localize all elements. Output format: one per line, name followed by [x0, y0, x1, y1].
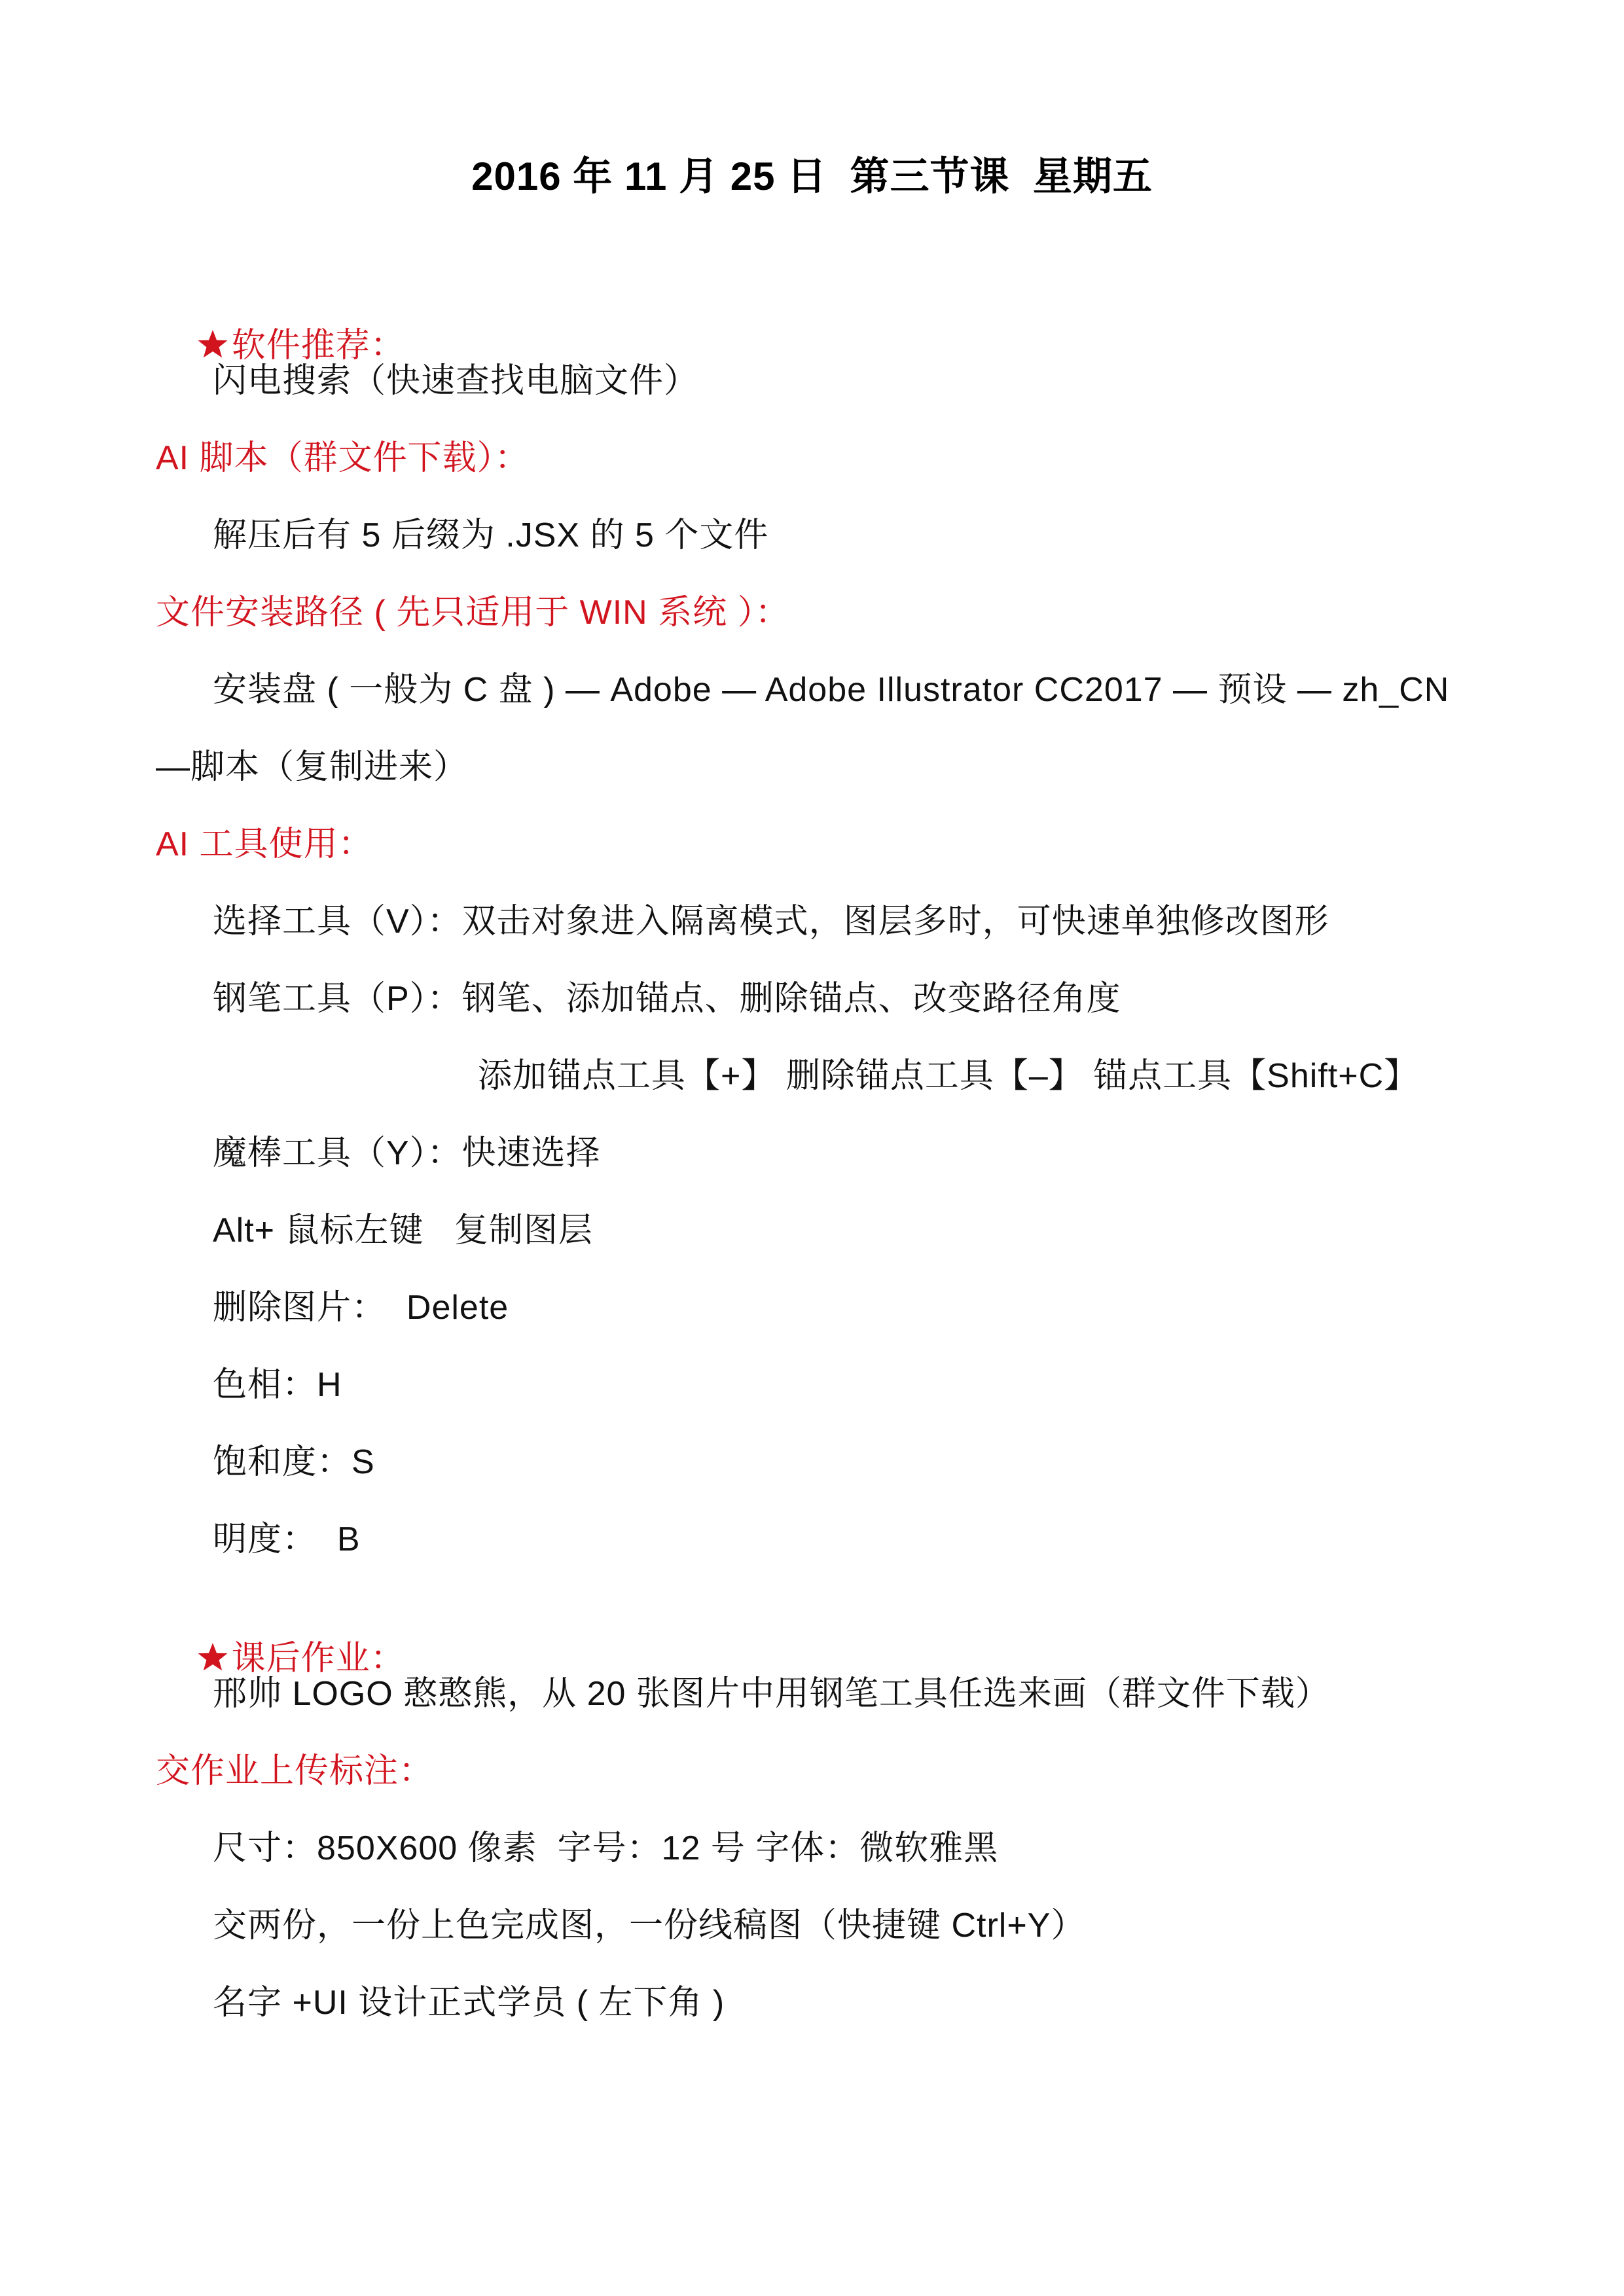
list-item: 明度： B	[213, 1520, 361, 1558]
section-heading-ai-script: AI 脚本（群文件下载）：	[156, 439, 530, 477]
list-item: 删除图片： Delete	[213, 1289, 509, 1327]
list-item: Alt+ 鼠标左键 复制图层	[213, 1211, 593, 1249]
section-heading-install-path: 文件安装路径 ( 先只适用于 WIN 系统 ）：	[156, 594, 790, 632]
list-item: 尺寸：850X600 像素 字号：12 号 字体：微软雅黑	[213, 1829, 999, 1867]
list-item: 选择工具（V）：双击对象进入隔离模式，图层多时，可快速单独修改图形	[213, 903, 1329, 941]
list-item: 交两份，一份上色完成图，一份线稿图（快捷键 Ctrl+Y）	[213, 1907, 1086, 1945]
star-icon	[196, 1641, 229, 1674]
list-item: 色相：H	[213, 1366, 342, 1404]
list-item: 邢帅 LOGO 憨憨熊，从 20 张图片中用钢笔工具任选来画（群文件下载）	[213, 1675, 1330, 1713]
list-item: 闪电搜索（快速查找电脑文件）	[213, 362, 699, 400]
list-item: —脚本（复制进来）	[156, 748, 469, 786]
section-heading-label: 软件推荐：	[231, 327, 405, 365]
star-icon	[196, 328, 229, 361]
list-item: 饱和度：S	[213, 1443, 375, 1481]
list-item: 钢笔工具（P）：钢笔、添加锚点、删除锚点、改变路径角度	[213, 980, 1121, 1018]
page-title: 2016 年 11 月 25 日 第三节课 星期五	[471, 154, 1153, 198]
section-heading-submission: 交作业上传标注：	[156, 1752, 434, 1790]
list-item: 名字 +UI 设计正式学员 ( 左下角 )	[213, 1984, 725, 2022]
section-heading-ai-tools: AI 工具使用：	[156, 825, 373, 863]
list-item: 解压后有 5 后缀为 .JSX 的 5 个文件	[213, 516, 769, 554]
list-item: 魔棒工具（Y）：快速选择	[213, 1134, 601, 1172]
section-heading-label: 课后作业：	[231, 1640, 405, 1677]
list-item: 添加锚点工具【+】 删除锚点工具【–】 锚点工具【Shift+C】	[478, 1057, 1419, 1095]
list-item: 安装盘 ( 一般为 C 盘 ) — Adobe — Adobe Illustrator CC2017 — 预设 — zh_CN	[213, 671, 1450, 709]
